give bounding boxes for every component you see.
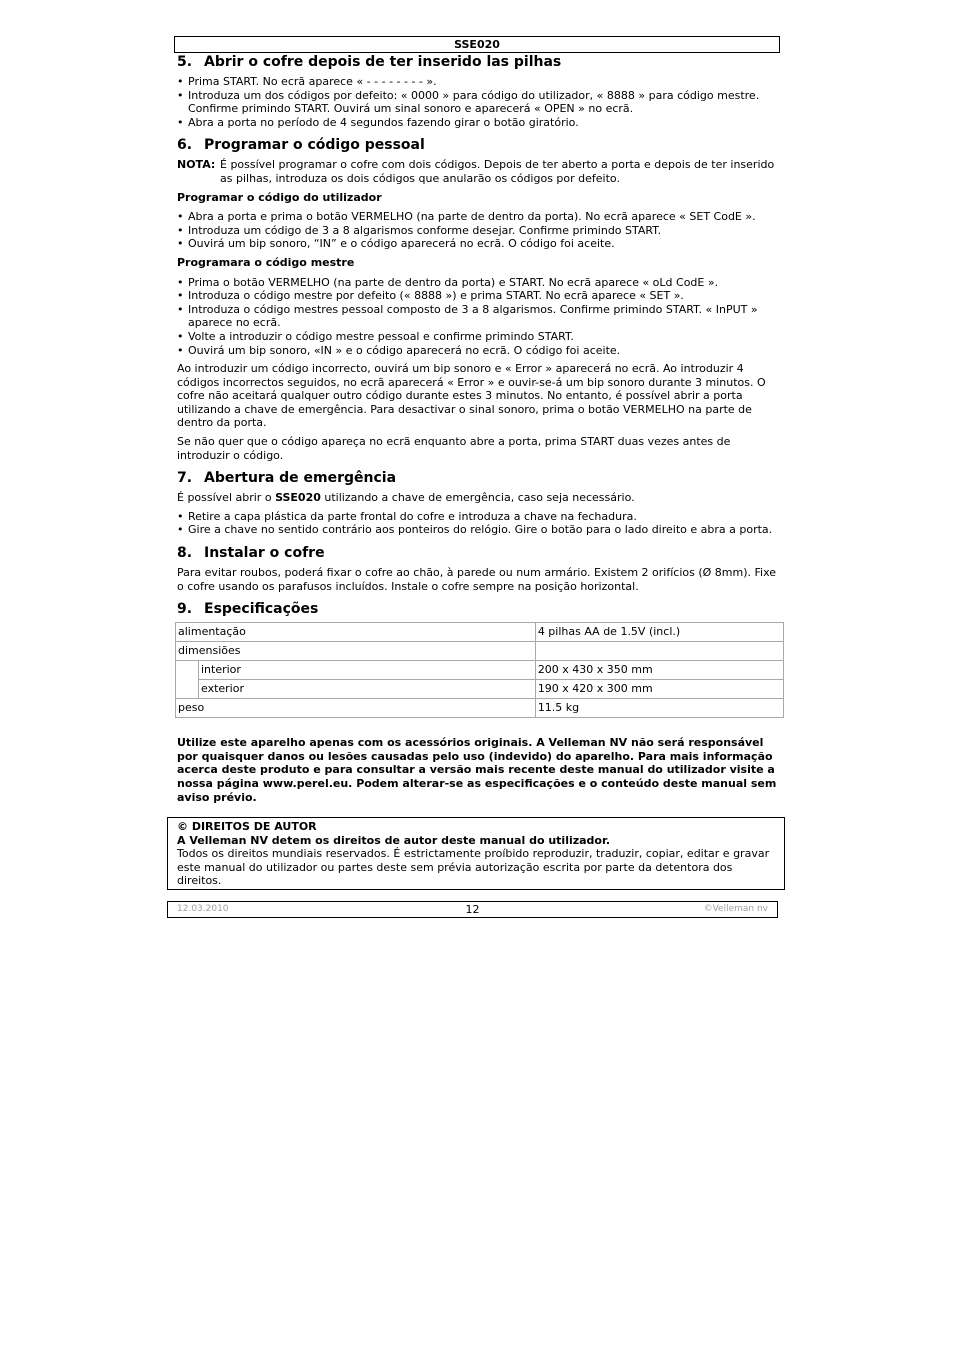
list-item: • Prima START. No ecrã aparece « - - - - - - - - ». bbox=[177, 75, 779, 89]
section-6-title: Programar o código pessoal bbox=[204, 137, 425, 154]
table-row bbox=[176, 661, 784, 680]
section-5-heading bbox=[177, 54, 779, 71]
subheading-user-code: Programar o código do utilizador bbox=[177, 190, 382, 204]
copyright-text: Todos os direitos mundiais reservados. É estrictamente proíbido reproduzir, traduzir, copiar, editar e gravar este manual do utilizador ou partes deste sem prévia autorização escrita por parte da detentora dos direitos. bbox=[177, 847, 770, 888]
list-item: • Ouvirá um bip sonoro, «IN » e o código aparecerá no ecrã. O código foi aceite. bbox=[177, 344, 779, 358]
spec-value: 11.5 kg bbox=[535, 699, 783, 718]
table-row bbox=[176, 642, 784, 661]
spec-value: 200 x 430 x 350 mm bbox=[535, 661, 783, 680]
page-footer bbox=[167, 901, 778, 918]
spec-label: dimensiões bbox=[176, 642, 536, 661]
list-item: • Abra a porta e prima o botão VERMELHO (na parte de dentro da porta). No ecrã aparece « SET CodE ». bbox=[177, 210, 779, 224]
spec-label: exterior bbox=[199, 680, 536, 699]
indent-cell bbox=[176, 680, 199, 699]
copyright-holder: A Velleman NV detem os direitos de autor deste manual do utilizador. bbox=[177, 833, 611, 847]
section-6-heading bbox=[177, 137, 779, 154]
page-header bbox=[174, 36, 780, 53]
spec-value: 190 x 420 x 300 mm bbox=[535, 680, 783, 699]
list-item: • Introduza o código mestre por defeito (« 8888 ») e prima START. No ecrã aparece « SET ». bbox=[177, 289, 779, 303]
page-number: 12 bbox=[465, 903, 480, 916]
section-9-title: Especificações bbox=[204, 601, 319, 618]
subheading-master-code: Programara o código mestre bbox=[177, 255, 355, 269]
copyright-box bbox=[167, 817, 785, 890]
list-item: • Ouvirá um bip sonoro, “IN” e o código aparecerá no ecrã. O código foi aceite. bbox=[177, 237, 779, 251]
section-8-number: 8. bbox=[177, 545, 193, 562]
section-7-heading bbox=[177, 470, 779, 487]
master-code-list bbox=[177, 276, 779, 358]
section-7-title: Abertura de emergência bbox=[204, 470, 397, 487]
section-8-title: Instalar o cofre bbox=[204, 545, 325, 562]
section-7-list bbox=[177, 510, 779, 537]
list-item: • Introduza um código de 3 a 8 algarismos conforme desejar. Confirme primindo START. bbox=[177, 224, 779, 238]
section-7-number: 7. bbox=[177, 470, 193, 487]
section-6-number: 6. bbox=[177, 137, 193, 154]
table-row bbox=[176, 623, 784, 642]
note-block bbox=[177, 158, 779, 185]
section-9-number: 9. bbox=[177, 601, 193, 618]
emergency-intro-end: utilizando a chave de emergência, caso seja necessário. bbox=[320, 491, 635, 505]
section-5-list bbox=[177, 75, 779, 129]
copyright-title: © DIREITOS DE AUTOR bbox=[177, 820, 317, 833]
hide-code-paragraph: Se não quer que o código apareça no ecrã enquanto abre a porta, prima START duas vezes antes de introduzir o código. bbox=[177, 435, 731, 462]
spec-label: alimentação bbox=[176, 623, 536, 642]
note-text: É possível programar o cofre com dois códigos. Depois de ter aberto a porta e depois de ter inserido as pilhas, introduza os dois códigos que anularão os códigos por defeito. bbox=[220, 158, 775, 185]
list-item: • Introduza o código mestres pessoal composto de 3 a 8 algarismos. Confirme primindo START. « InPUT » aparece no ecrã. bbox=[177, 303, 779, 330]
section-8-heading bbox=[177, 545, 779, 562]
spec-label: peso bbox=[176, 699, 536, 718]
error-paragraph: Ao introduzir um código incorrecto, ouvirá um bip sonoro e « Error » aparecerá no ecrã. Ao introduzir 4 códigos incorrectos seguidos, no ecrã aparecerá « Error » e ouvir-se-á um bip sonoro durante 3 minutos. O cofre não aceitará qualquer outro código durante estes 3 minutos. No entanto, é possível abrir a porta utilizando a chave de emergência. Para desactivar o sinal sonoro, prima o botão VERMELHO na parte de dentro da porta. bbox=[177, 362, 766, 430]
list-item: • Volte a introduzir o código mestre pessoal e confirme primindo START. bbox=[177, 330, 779, 344]
list-item: • Gire a chave no sentido contrário aos ponteiros do relógio. Gire o botão para o lado direito e abra a porta. bbox=[177, 523, 779, 537]
list-item: • Introduza um dos códigos por defeito: « 0000 » para código do utilizador, « 8888 » para código mestre. Confirme primindo START. Ouvirá um sinal sonoro e aparecerá « OPEN » no ecrã. bbox=[177, 89, 779, 116]
list-item: • Prima o botão VERMELHO (na parte de dentro da porta) e START. No ecrã aparece « oLd CodE ». bbox=[177, 276, 779, 290]
emergency-intro bbox=[177, 491, 779, 505]
install-paragraph: Para evitar roubos, poderá fixar o cofre ao chão, à parede ou num armário. Existem 2 orifícios (Ø 8mm). Fixe o cofre usando os parafusos incluídos. Instale o cofre sempre na posição horizontal. bbox=[177, 566, 777, 593]
footer-copyright: ©Velleman nv bbox=[703, 904, 768, 914]
section-5-title: Abrir o cofre depois de ter inserido las pilhas bbox=[204, 54, 562, 70]
section-5-number: 5. bbox=[177, 54, 193, 70]
spec-value: 4 pilhas AA de 1.5V (incl.) bbox=[535, 623, 783, 642]
disclaimer: Utilize este aparelho apenas com os acessórios originais. A Velleman NV não será responsável por quaisquer danos ou lesões causadas pelo uso (indevido) do aparelho. Para mais informação acerca deste produto e para consultar a versão mais recente deste manual do utilizador visite a nossa página www.perel.eu. Podem alterar-se as especificações e o conteúdo deste manual sem aviso prévio. bbox=[177, 736, 777, 804]
list-item: • Abra a porta no período de 4 segundos fazendo girar o botão giratório. bbox=[177, 116, 779, 130]
note-label: NOTA: bbox=[177, 158, 216, 172]
table-row bbox=[176, 699, 784, 718]
spec-label: interior bbox=[199, 661, 536, 680]
section-9-heading bbox=[177, 601, 779, 618]
list-item: • Retire a capa plástica da parte frontal do cofre e introduza a chave na fechadura. bbox=[177, 510, 779, 524]
footer-date: 12.03.2010 bbox=[177, 904, 229, 914]
header-model: SSE020 bbox=[454, 38, 500, 51]
emergency-intro-model: SSE020 bbox=[275, 491, 321, 505]
spec-table bbox=[175, 622, 784, 718]
emergency-intro-start: É possível abrir o bbox=[177, 491, 276, 505]
page-content bbox=[177, 52, 779, 817]
indent-cell bbox=[176, 661, 199, 680]
table-row bbox=[176, 680, 784, 699]
user-code-list bbox=[177, 210, 779, 251]
spec-value-empty bbox=[535, 642, 783, 661]
